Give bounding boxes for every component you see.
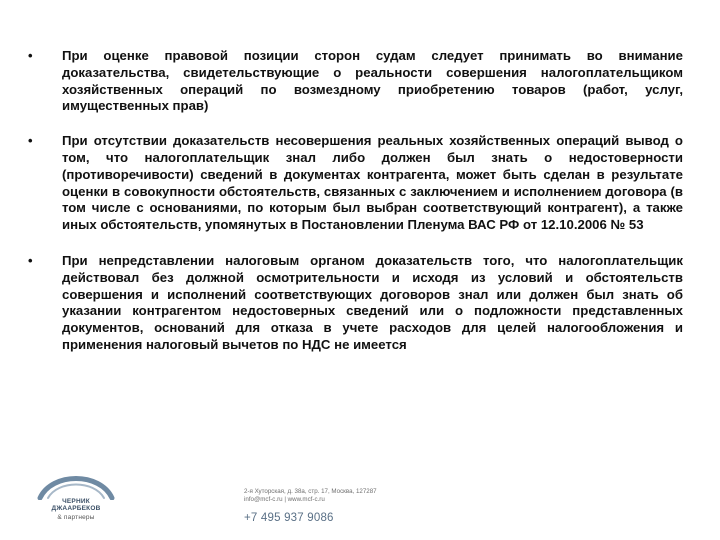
bullet-text: При оценке правовой позиции сторон судам следует принимать во внимание доказательства, свидетельствующие о реальности совершения налогоплательщиком хозяйственных операций по возмездному приобретению товаров (работ, услуг, имущественных прав): [62, 48, 683, 114]
contact-line: info@mcf-c.ru | www.mcf-c.ru: [244, 496, 325, 503]
company-logo: [30, 466, 122, 528]
logo-name-line1: ЧЕРНИК: [62, 498, 90, 505]
logo-arc-icon: [30, 466, 122, 500]
footer-address: [244, 488, 504, 504]
bullet-marker: •: [28, 252, 33, 268]
bullet-item: [28, 48, 683, 115]
bullet-marker: •: [28, 48, 33, 63]
bullet-item: [28, 133, 683, 234]
bullet-text: При непредставлении налоговым органом доказательств того, что налогоплательщик действовал без должной осмотрительности и исходя из условий и обстоятельств совершения и исполнений соответствующих договоров знал или должен был знать об указании контрагентом недостоверных сведений или о подложности представленных документов, оснований для отказа в учете расходов для целей налогообложения и применения налоговый вычетов по НДС не имеется: [62, 252, 683, 352]
bullet-item: [28, 253, 683, 354]
footer-phone: +7 495 937 9086: [244, 512, 334, 524]
logo-name-line2: ДЖААРБЕКОВ: [51, 505, 101, 512]
logo-name-line3: & партнеры: [57, 514, 95, 521]
address-line: 2-я Хуторская, д. 38а, стр. 17, Москва, 127287: [244, 488, 377, 495]
bullet-text: При отсутствии доказательств несовершения реальных хозяйственных операций вывод о том, что налогоплательщик знал либо должен был знать о недостоверности (противоречивости) сведений в документах контрагента, может быть сделан в результате оценки в совокупности обстоятельств, связанных с заключением и исполнением договора (в том числе с основаниями, по которым был выбран соответствующий контрагент), а также иных обстоятельств, упомянутых в Постановлении Пленума ВАС РФ от 12.10.2006 № 53: [62, 133, 683, 233]
bullet-marker: •: [28, 133, 33, 149]
bullet-list: [28, 48, 683, 372]
